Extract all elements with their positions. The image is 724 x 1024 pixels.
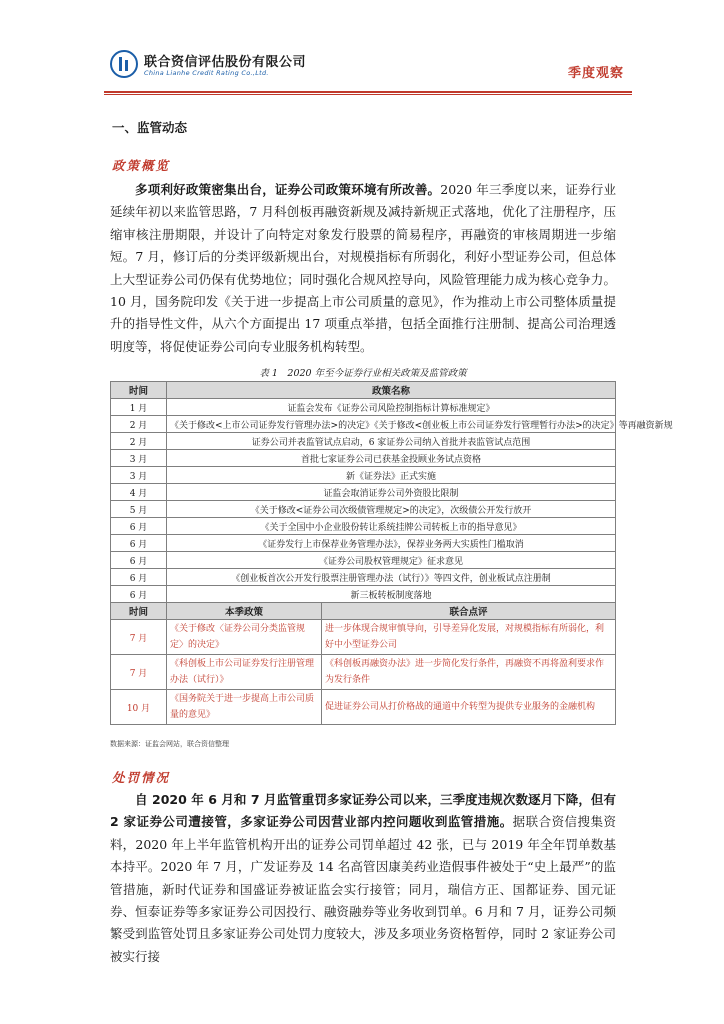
row-month: 3 月 (111, 450, 167, 467)
lianhe-logo-icon (110, 50, 138, 78)
page-header (104, 48, 632, 92)
policy-table (110, 381, 673, 725)
row-month: 1 月 (111, 399, 167, 416)
header-divider (104, 91, 632, 93)
table-row (111, 433, 616, 450)
penalty-body: 据联合资信搜集资料，2020 年上半年监管机构开出的证券公司罚单超过 42 张，已与 2019 年全年罚单数基本持平。2020 年 7 月，广发证券及 14 名高管因康美药业造假事件被处于“史上最严”的监管措施，新时代证券和国盛证券被证监会实行接管；同月，瑞信方正、国都证券、国元证券、恒泰证券等多家证券公司因投行、融资融券等业务收到罚单。6 月和 7 月，证券公司频繁受到监管处罚且多家证券公司处罚力度较大，涉及多项业务资格暂停，同时 2 家证券公司被实行接 (110, 814, 616, 964)
table-row (111, 484, 616, 501)
row-month: 10 月 (111, 690, 167, 725)
company-name-en: China Lianhe Credit Rating Co.,Ltd. (144, 69, 269, 77)
row-month: 6 月 (111, 552, 167, 569)
row-policy: 《关于修改<上市公司证券发行管理办法>的决定》《关于修改<创业板上市公司证券发行管理暂行办法>的决定》等再融资新规 (167, 416, 616, 433)
company-name-cn: 联合资信评估股份有限公司 (144, 55, 307, 70)
table-source-note: 数据来源：证监会网站，联合资信整理 (110, 740, 229, 748)
table-row (111, 535, 616, 552)
col-header-comment: 联合点评 (322, 603, 616, 620)
table-row (111, 552, 616, 569)
row-month: 6 月 (111, 518, 167, 535)
row-month: 4 月 (111, 484, 167, 501)
row-policy: 《关于全国中小企业股份转让系统挂牌公司转板上市的指导意见》 (167, 518, 616, 535)
table-row (111, 467, 616, 484)
row-policy: 《证券公司股权管理规定》征求意见 (167, 552, 616, 569)
row-month: 6 月 (111, 586, 167, 603)
penalty-lead: 自 2020 年 6 月和 7 月监管重罚多家证券公司以来，三季度违规次数逐月下降，但有 2 家证券公司遭接管，多家证券公司因营业部内控问题收到监管措施。 (110, 792, 616, 830)
policy-overview-paragraph (110, 179, 616, 358)
table-row (111, 399, 616, 416)
table-row (111, 569, 616, 586)
header-divider-thin (104, 94, 632, 95)
penalty-heading: 处罚情况 (112, 770, 171, 785)
col-header-time: 时间 (111, 382, 167, 399)
penalty-paragraph (110, 789, 616, 968)
col-header-time-2: 时间 (111, 603, 167, 620)
table-row (111, 416, 616, 433)
row-month: 2 月 (111, 433, 167, 450)
col-header-quarter-policy: 本季政策 (167, 603, 322, 620)
row-policy: 证监会取消证券公司外资股比限制 (167, 484, 616, 501)
row-month: 2 月 (111, 416, 167, 433)
row-comment: 促进证券公司从打价格战的通道中介转型为提供专业服务的金融机构 (322, 690, 616, 725)
row-month: 6 月 (111, 569, 167, 586)
row-policy: 新《证券法》正式实施 (167, 467, 616, 484)
table-row (111, 655, 616, 690)
policy-overview-body: 2020 年三季度以来，证券行业延续年初以来监管思路，7 月科创板再融资新规及减持新规正式落地，优化了注册程序，压缩审核注册期限，并设计了向特定对象发行股票的简易程序，再融资的审核周期进一步缩短。7 月，修订后的分类评级新规出台，对规模指标有所弱化，利好小型证券公司，但总体上大型证券公司仍保有优势地位；同时强化合规风控导向，风险管理能力成为核心竞争力。10 月，国务院印发《关于进一步提高上市公司质量的意见》，作为推动上市公司整体质量提升的指导性文件，从六个方面提出 17 项重点举措，包括全面推行注册制、提高公司治理透明度等，将促使证券公司向专业服务机构转型。 (110, 182, 616, 354)
table-row (111, 518, 616, 535)
row-policy: 首批七家证券公司已获基金投顾业务试点资格 (167, 450, 616, 467)
row-comment: 进一步体现合规审慎导向，引导差异化发展，对规模指标有所弱化，利好中小型证券公司 (322, 620, 616, 655)
table-caption: 表 1 2020 年至今证券行业相关政策及监管政策 (259, 368, 467, 379)
row-comment: 《科创板再融资办法》进一步简化发行条件，再融资不再将盈利要求作为发行条件 (322, 655, 616, 690)
policy-overview-heading: 政策概览 (112, 158, 171, 173)
section-title: 一、监管动态 (112, 120, 188, 135)
row-policy: 新三板转板制度落地 (167, 586, 616, 603)
table-row (111, 501, 616, 518)
col-header-policy: 政策名称 (167, 382, 616, 399)
row-month: 6 月 (111, 535, 167, 552)
table-row (111, 690, 616, 725)
table-row (111, 620, 616, 655)
row-policy: 《创业板首次公开发行股票注册管理办法（试行）》等四文件，创业板试点注册制 (167, 569, 616, 586)
report-type-label: 季度观察 (567, 66, 624, 81)
row-month: 5 月 (111, 501, 167, 518)
policy-overview-lead: 多项利好政策密集出台，证券公司政策环境有所改善。 (135, 182, 441, 197)
table-row (111, 450, 616, 467)
row-policy: 证监会发布《证券公司风险控制指标计算标准规定》 (167, 399, 616, 416)
row-month: 7 月 (111, 655, 167, 690)
row-month: 7 月 (111, 620, 167, 655)
row-month: 3 月 (111, 467, 167, 484)
row-policy: 《证券发行上市保荐业务管理办法》，保荐业务两大实质性门槛取消 (167, 535, 616, 552)
row-policy: 证券公司并表监管试点启动，6 家证券公司纳入首批并表监管试点范围 (167, 433, 616, 450)
row-quarter-policy: 《关于修改〈证券公司分类监管规定〉的决定》 (167, 620, 322, 655)
row-quarter-policy: 《科创板上市公司证券发行注册管理办法（试行）》 (167, 655, 322, 690)
table-row (111, 586, 616, 603)
row-policy: 《关于修改<证券公司次级债管理规定>的决定》，次级债公开发行放开 (167, 501, 616, 518)
row-quarter-policy: 《国务院关于进一步提高上市公司质量的意见》 (167, 690, 322, 725)
